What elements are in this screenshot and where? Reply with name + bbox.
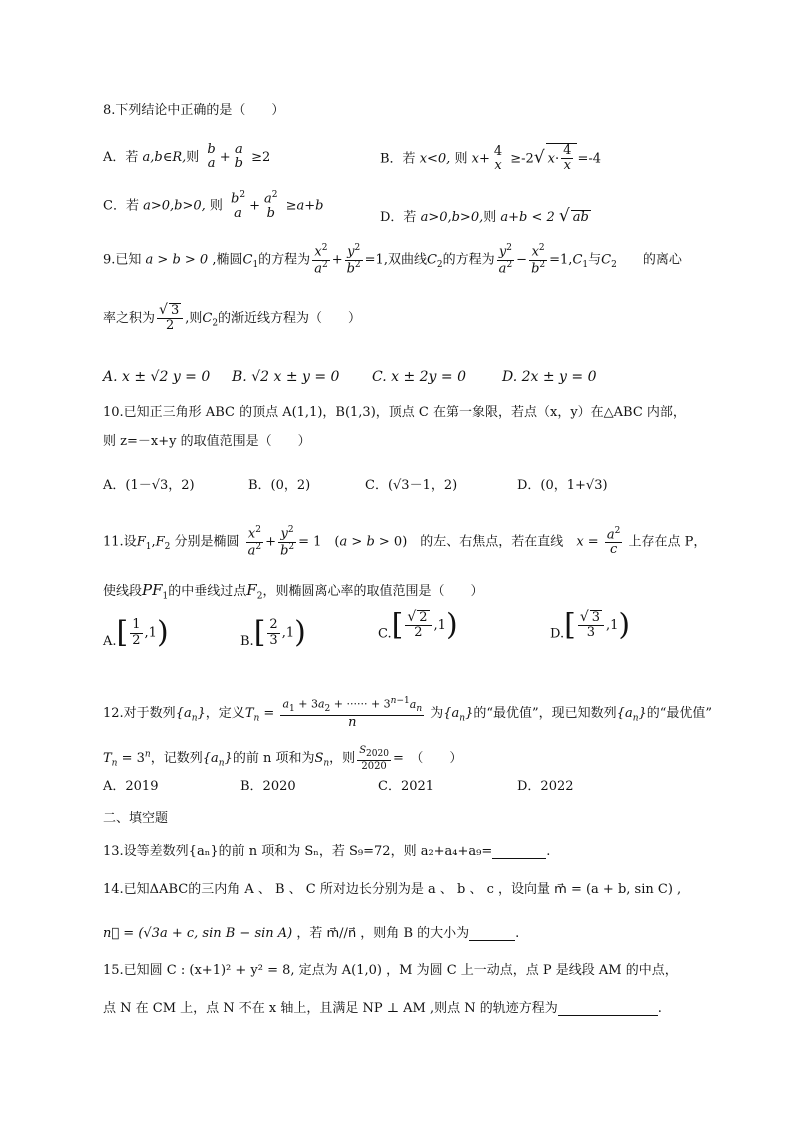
q11-d-label: D. xyxy=(550,626,565,642)
q13-text: 13.设等差数列{aₙ}的前 n 项和为 Sₙ，若 S₉=72，则 a₂+a₄+a₉= xyxy=(103,844,493,859)
q9-eccentricity-frac: $\frac{√ 3}{2}$ xyxy=(157,303,183,334)
q8-d-then: 则 xyxy=(483,210,501,225)
q8-a-tail: ≥2 xyxy=(246,149,271,165)
q8-option-b: B．若 x<0, 则 x+ 4 x ≥-2√ x· $\frac{4}{x}$ =-4 xyxy=(380,143,601,174)
q8-a-cond: a,b∈R, xyxy=(142,149,187,165)
q8-c-frac1: $b^2$ a xyxy=(231,190,246,221)
q14-vector-n: n⃗ = (√3a + c, sin B − sin A) xyxy=(103,926,293,941)
q12-p5: 的“最优值” xyxy=(646,706,713,722)
q11-option-c: C.[ $\frac{√ 2}{2}$ ,1) xyxy=(378,607,458,643)
q15-line1: 15.已知圆 C : (x+1)² + y² = 8, 定点为 A(1,0) ，M 为圆 C 上一动点，点 P 是线段 AM 的中点， xyxy=(103,963,678,978)
q12-line2c: ，则 xyxy=(329,750,356,766)
q8-a-frac2: a b xyxy=(234,142,243,172)
q8-c-tail: ≥a+b xyxy=(281,198,324,214)
q9-p6: 与 xyxy=(588,252,602,268)
q8-c-then: 则 xyxy=(205,198,228,214)
q12-line2b: 的前 n 项和为 xyxy=(232,750,315,766)
q13-answer-blank[interactable] xyxy=(492,845,546,859)
q11-a-label: A. xyxy=(103,634,117,649)
q11-ellipse-frac1: $\frac{x^2}{a^2}$ xyxy=(247,525,262,558)
q12-line2a: ，记数列 xyxy=(150,750,203,766)
q11-ellipse-frac2: $\frac{y^2}{b^2}$ xyxy=(280,525,295,558)
q9-p1: 9.已知 xyxy=(103,252,142,268)
q9-cond: a > b > 0 xyxy=(141,252,213,268)
q8-c-frac2: $a^2$ b xyxy=(264,190,278,221)
q9-option-b: B. √2 x ± y = 0 xyxy=(232,369,340,385)
q11-line-frac: $\frac{a^2}{c}$ xyxy=(606,525,621,558)
q9-ellipse-frac1: $\frac{x^2}{a^2}$ xyxy=(314,243,328,276)
q14-line2 xyxy=(103,927,519,941)
q15-text: 点 N 在 CM 上，点 N 不在 x 轴上，且满足 NP ⊥ AM ,则点 N 的轨迹方程为 xyxy=(103,1001,558,1016)
q10-option-a: A．(1－√3，2) xyxy=(103,478,195,493)
q8-b-tail: ≥-2 xyxy=(506,151,534,167)
q12-option-a: A．2019 xyxy=(103,779,159,794)
q11-option-a: A.[ $\frac{1}{2}$ ,1) xyxy=(103,615,169,650)
q9-line2b: ,则 xyxy=(185,310,203,326)
q8-d-tail: a+b < 2 xyxy=(500,210,555,225)
q11-line2b: 的中垂线过点 xyxy=(168,584,247,599)
q14-line2b: ，若 m⃗//n⃗ ，则角 B 的大小为 xyxy=(292,926,470,941)
q13-line xyxy=(103,845,550,859)
q11-line2: 使线段$PF_1$的中垂线过点$F_2$，则椭圆离心率的取值范围是（ ） xyxy=(103,581,484,602)
q8-d-cond: a>0,b>0, xyxy=(420,210,484,225)
q12-option-c: C．2021 xyxy=(378,779,435,794)
q13-end: . xyxy=(546,844,551,859)
q9-p3: 的方程为 xyxy=(258,252,311,268)
q10-option-d: D．(0，1+√3) xyxy=(517,478,608,493)
q9-p4: ,双曲线 xyxy=(383,252,427,268)
q8-b-end: =-4 xyxy=(577,151,601,167)
q9-line1: 9.已知 a > b > 0 ,椭圆$C_1$的方程为 $\frac{x^2}{a^2}$ + $\frac{y^2}{b^2}$ =1,双曲线$C_2$的方程为 $\frac{y^2}{a^2}$ − $\frac{x^2}{b^2}$ $=1,C_1$与$C_2$ 的离心 xyxy=(103,243,682,276)
q9-hyperbola-frac1: $\frac{y^2}{a^2}$ xyxy=(498,243,513,276)
q10-line1: 10.已知正三角形 ABC 的顶点 A(1,1)，B(1,3)，顶点 C 在第一象限，若点（x，y）在△ABC 内部， xyxy=(103,405,686,420)
q11-line2a: 使线段 xyxy=(103,584,143,599)
q12-p4: 的“最优值”，现已知数列 xyxy=(473,706,617,722)
q8-option-a: A．若 a,b∈R,则 b a + a b ≥2 xyxy=(103,142,271,172)
q12-option-d: D．2022 xyxy=(517,779,574,794)
q8-a-then: 则 xyxy=(186,149,204,165)
q10-option-c: C．(√3－1，2) xyxy=(365,478,458,493)
q10-line2: 则 z=－x+y 的取值范围是（ ） xyxy=(103,434,311,449)
q10-option-b: B．(0，2) xyxy=(248,478,311,493)
q12-ratio-frac: $\frac{S_{2020}}{2020}$ xyxy=(359,745,389,772)
q12-option-b: B．2020 xyxy=(240,779,296,794)
q11-p1: 11.设 xyxy=(103,534,137,550)
q11-option-d: D.[ $\frac{√ 3}{3}$ ,1) xyxy=(550,607,631,643)
q9-p2: ,椭圆 xyxy=(212,252,243,268)
q12-line2: $T_n = 3^n$，记数列$\{a_n\}$的前 n 项和为$S_n$，则 $\frac{S_{2020}}{2020}$ = （ ） xyxy=(103,745,463,772)
q8-option-c: C．若 a>0,b>0, 则 $b^2$ a + $a^2$ b ≥a+b xyxy=(103,190,324,221)
q8-b-then: 则 xyxy=(450,151,472,167)
q11-p4: 上存在点 P， xyxy=(628,534,707,550)
q8-d-rad: ab xyxy=(572,210,589,225)
q8-b-sqrt: x· $\frac{4}{x}$ xyxy=(546,143,578,174)
q14-line1: 14.已知ΔABC的三内角 A 、 B 、 C 所对边长分别为是 a 、 b 、 c ，设向量 m⃗ = (a + b, sin C) , xyxy=(103,882,682,897)
q9-option-a: A. x ± √2 y = 0 xyxy=(103,369,211,385)
q12-tn-frac: $\frac{a_1 + 3a_2 + \cdot\cdot\cdot\cdot\cdot\cdot + 3^{n-1}a_n}{n}$ xyxy=(282,696,423,730)
q11-option-b: B.[ $\frac{2}{3}$ ,1) xyxy=(240,615,306,650)
q12-p2: ，定义 xyxy=(205,706,245,722)
q11-p2: 分别是椭圆 xyxy=(174,534,240,550)
q11-c-label: C. xyxy=(378,626,392,642)
q8-b-prefix: B．若 xyxy=(380,151,420,167)
q12-p3: 为 xyxy=(430,706,444,722)
q15-answer-blank[interactable] xyxy=(558,1002,658,1016)
q14-end: . xyxy=(515,926,520,941)
q15-line2 xyxy=(103,1002,662,1016)
q9-line2c: 的渐近线方程为（ ） xyxy=(218,310,362,326)
q8-b-cond: x<0, xyxy=(419,151,451,167)
q11-line2c: ，则椭圆离心率的取值范围是（ ） xyxy=(262,584,484,599)
q9-p5: 的方程为 xyxy=(442,252,495,268)
q9-line2: 率之积为 $\frac{√ 3}{2}$ ,则$C_2$的渐近线方程为（ ） xyxy=(103,302,362,334)
q8-option-d: D．若 a>0,b>0,则 a+b < 2 √ ab xyxy=(380,206,589,226)
q9-p7: 的离心 xyxy=(642,252,682,268)
q8-a-frac1: b a xyxy=(207,142,216,172)
q12-line2d: （ ） xyxy=(416,750,463,766)
q9-option-c: C. x ± 2y = 0 xyxy=(372,369,466,385)
q9-option-d: D. 2x ± y = 0 xyxy=(502,369,597,385)
section-title: 二、填空题 xyxy=(103,811,169,826)
q8-b-frac: 4 x xyxy=(493,143,503,173)
q9-ellipse-frac2: $\frac{y^2}{b^2}$ xyxy=(346,243,361,276)
q15-end: . xyxy=(657,1001,662,1016)
q9-hyperbola-frac2: $\frac{x^2}{b^2}$ xyxy=(531,243,546,276)
q14-answer-blank[interactable] xyxy=(469,927,515,941)
q12-line1: 12.对于数列$\{a_n\}$，定义$T_n$ = $\frac{a_1 + 3a_2 + \cdot\cdot\cdot\cdot\cdot\cdot + 3^{n-1}a_n}{n}$ 为$\{a_n\}$的“最优值”，现已知数列$\{a_n\}$的“最优值” xyxy=(103,696,713,730)
q11-b-label: B. xyxy=(240,634,254,649)
q11-p3: 的左、右焦点，若在直线 xyxy=(420,534,564,550)
q8-stem: 8.下列结论中正确的是（ ） xyxy=(103,103,285,118)
q9-line2a: 率之积为 xyxy=(103,310,156,326)
q11-line1: 11.设$F_1,F_2$ 分别是椭圆 $\frac{x^2}{a^2}$ + $\frac{y^2}{b^2}$ = 1 (a > b > 0) 的左、右焦点，若在直线 x = $\frac{a^2}{c}$ 上存在点 P， xyxy=(103,525,707,558)
q8-c-cond: a>0,b>0, xyxy=(143,198,206,214)
q12-p1: 12.对于数列 xyxy=(103,706,176,722)
q8-a-prefix: A．若 xyxy=(103,149,143,165)
q8-c-prefix: C．若 xyxy=(103,198,144,214)
q8-d-prefix: D．若 xyxy=(380,210,421,225)
